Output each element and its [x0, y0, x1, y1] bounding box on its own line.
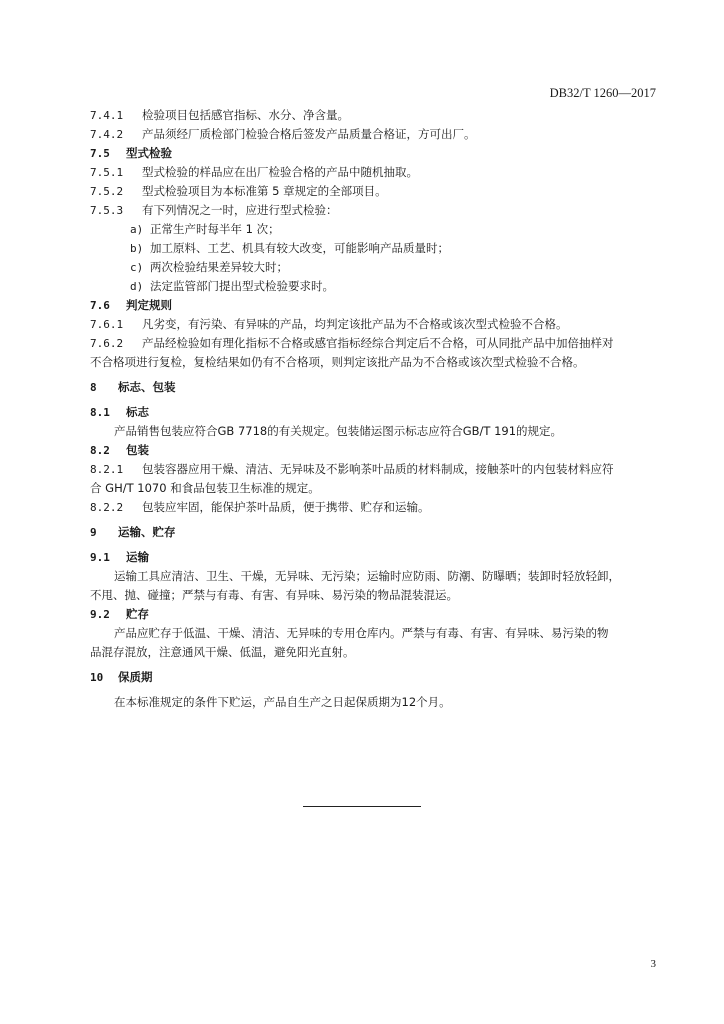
clause-number: 7.5.2	[90, 185, 124, 198]
clause-number: 7.4.2	[90, 128, 124, 141]
list-item-label: a)	[130, 223, 144, 236]
clause-text-line-2: 不合格项进行复检，复检结果如仍有不合格项，则判定该批产品为不合格或该次型式检验不合格。	[90, 355, 585, 369]
paragraph-text-line-2: 品混存混放，注意通风干燥、低温，避免阳光直射。	[90, 645, 355, 659]
list-item-text: 法定监管部门提出型式检验要求时。	[150, 279, 334, 293]
clause-number: 7.6.2	[90, 337, 124, 350]
chapter-8-heading	[90, 378, 656, 397]
section-title: 标志	[126, 405, 149, 419]
list-item	[90, 220, 656, 239]
section-8-2-heading	[90, 441, 656, 460]
chapter-number: 9	[90, 526, 97, 539]
paragraph-text-line-2: 不甩、抛、碰撞；严禁与有毒、有害、有异味、易污染的物品混装混运。	[90, 588, 458, 602]
paragraph-text-line-1: 运输工具应清洁、卫生、干燥，无异味、无污染；运输时应防雨、防潮、防曝晒；装卸时轻放轻卸，	[114, 569, 620, 583]
section-8-1-heading	[90, 403, 656, 422]
chapter-10-text	[90, 693, 656, 712]
chapter-title: 标志、包装	[118, 380, 176, 394]
section-9-2-heading	[90, 605, 656, 624]
clause-number: 7.4.1	[90, 109, 124, 122]
chapter-title: 保质期	[118, 670, 153, 684]
clause-number: 7.5.1	[90, 166, 124, 179]
page-content	[90, 106, 656, 712]
clause-text-line-2: 合 GH/T 1070 和食品包装卫生标准的规定。	[90, 481, 320, 495]
section-number: 7.6	[90, 299, 110, 312]
paragraph-text: 产品销售包装应符合GB 7718的有关规定。包装储运图示标志应符合GB/T 191的规定。	[114, 424, 563, 438]
section-title: 运输	[126, 550, 149, 564]
chapter-10-heading	[90, 668, 656, 687]
list-item-text: 正常生产时每半年 1 次；	[150, 222, 280, 236]
clause-8-2-1	[90, 460, 656, 479]
section-7-5-heading	[90, 144, 656, 163]
clause-text: 包装应牢固，能保护茶叶品质，便于携带、贮存和运输。	[142, 500, 430, 514]
paragraph-text: 在本标准规定的条件下贮运，产品自生产之日起保质期为12个月。	[114, 695, 451, 709]
section-title: 型式检验	[126, 146, 172, 160]
section-9-2-text	[90, 624, 656, 643]
clause-8-2-1-continued	[90, 479, 656, 498]
clause-7-4-1	[90, 106, 656, 125]
document-code: DB32/T 1260—2017	[549, 86, 656, 100]
section-title: 包装	[126, 443, 149, 457]
section-7-6-heading	[90, 296, 656, 315]
section-title: 贮存	[126, 607, 149, 621]
clause-text: 有下列情况之一时，应进行型式检验：	[142, 203, 338, 217]
clause-text-line-1: 包装容器应用干燥、清洁、无异味及不影响茶叶品质的材料制成，接触茶叶的内包装材料应符	[142, 462, 614, 476]
end-rule	[303, 806, 421, 807]
list-item-text: 加工原料、工艺、机具有较大改变，可能影响产品质量时；	[150, 241, 449, 255]
clause-number: 8.2.1	[90, 463, 124, 476]
page-number: 3	[650, 958, 656, 970]
section-9-1-text	[90, 567, 656, 586]
list-item-label: c)	[130, 261, 144, 274]
list-item-text: 两次检验结果差异较大时；	[150, 260, 288, 274]
section-number: 9.1	[90, 551, 110, 564]
section-number: 8.2	[90, 444, 110, 457]
clause-7-6-2	[90, 334, 656, 353]
chapter-9-heading	[90, 523, 656, 542]
list-item-label: d)	[130, 280, 144, 293]
clause-text: 产品须经厂质检部门检验合格后签发产品质量合格证，方可出厂。	[142, 127, 476, 141]
chapter-number: 8	[90, 381, 97, 394]
clause-8-2-2	[90, 498, 656, 517]
chapter-number: 10	[90, 671, 104, 684]
clause-number: 8.2.2	[90, 501, 124, 514]
clause-7-5-3	[90, 201, 656, 220]
clause-number: 7.6.1	[90, 318, 124, 331]
section-number: 9.2	[90, 608, 110, 621]
clause-text: 凡劣变，有污染、有异味的产品，均判定该批产品为不合格或该次型式检验不合格。	[142, 317, 568, 331]
clause-text-line-1: 产品经检验如有理化指标不合格或感官指标经综合判定后不合格，可从同批产品中加倍抽样对	[142, 336, 614, 350]
list-item-label: b)	[130, 242, 144, 255]
list-item	[90, 239, 656, 258]
section-number: 8.1	[90, 406, 110, 419]
paragraph-text-line-1: 产品应贮存于低温、干燥、清洁、无异味的专用仓库内。严禁与有毒、有害、有异味、易污染的物	[114, 626, 609, 640]
section-9-1-heading	[90, 548, 656, 567]
section-8-1-text	[90, 422, 656, 441]
section-number: 7.5	[90, 147, 110, 160]
section-title: 判定规则	[126, 298, 172, 312]
clause-7-6-1	[90, 315, 656, 334]
clause-text: 型式检验的样品应在出厂检验合格的产品中随机抽取。	[142, 165, 418, 179]
clause-7-5-2	[90, 182, 656, 201]
clause-7-6-2-continued	[90, 353, 656, 372]
clause-text: 检验项目包括感官指标、水分、净含量。	[142, 108, 349, 122]
chapter-title: 运输、贮存	[118, 525, 176, 539]
clause-text: 型式检验项目为本标准第 5 章规定的全部项目。	[142, 184, 387, 198]
clause-7-5-1	[90, 163, 656, 182]
section-9-2-text-continued	[90, 643, 656, 662]
clause-7-4-2	[90, 125, 656, 144]
list-item	[90, 258, 656, 277]
list-item	[90, 277, 656, 296]
clause-number: 7.5.3	[90, 204, 124, 217]
section-9-1-text-continued	[90, 586, 656, 605]
